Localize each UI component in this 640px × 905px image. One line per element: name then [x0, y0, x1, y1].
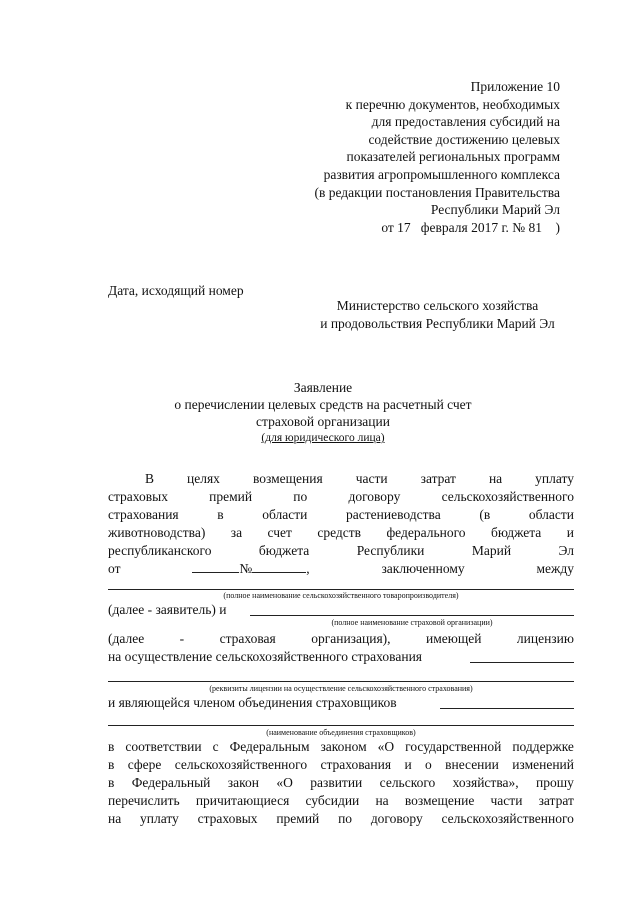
body-line: в Федеральный закон «О развитии сельского хозяйства», прошу [108, 775, 574, 790]
date-number-label: Дата, исходящий номер [108, 283, 244, 298]
contract-line [108, 560, 574, 578]
body-line: перечислить причитающиеся субсидии на возмещение части затрат [108, 793, 574, 808]
from-word: от [108, 561, 121, 576]
license-details-caption: (реквизиты лицензии на осуществление сельскохозяйственного страхования) [209, 684, 473, 693]
appendix-line: развития агропромышленного комплекса [323, 166, 560, 182]
document-title [100, 379, 546, 447]
producer-name-field[interactable] [108, 589, 574, 590]
body-line: в сфере сельскохозяйственного страхования и о внесении изменений [108, 757, 574, 772]
contract-date-field[interactable] [192, 560, 239, 573]
body-line: В целях возмещения части затрат на уплату [145, 471, 574, 486]
license-short-field[interactable] [470, 662, 574, 663]
body-line: страховых премий по договору сельскохозяйственного [108, 489, 574, 504]
union-short-field[interactable] [440, 708, 574, 709]
appendix-line: Приложение 10 [470, 79, 560, 94]
member-text: и являющейся членом объединения страховщиков [108, 695, 397, 710]
contract-date-number: № , [192, 560, 309, 578]
union-name-caption: (наименование объединения страховщиков) [266, 728, 416, 737]
license-text: на осуществление сельскохозяйственного страхования [108, 649, 423, 664]
appendix-line: от 17 февраля 2017 г. № 81 ) [381, 219, 560, 235]
title-subtitle: (для юридического лица) [261, 432, 385, 444]
title-line: страховой организации [256, 414, 390, 429]
body-line: страхования в области растениеводства (в области [108, 507, 574, 522]
appendix-line: для предоставления субсидий на [371, 114, 560, 130]
recipient-block [300, 297, 575, 333]
between-word: между [536, 561, 574, 576]
contract-number-field[interactable] [252, 560, 306, 573]
appendix-line: к перечню документов, необходимых [345, 96, 560, 112]
recipient-line: Министерство сельского хозяйства [336, 298, 539, 313]
body-line: на уплату страховых премий по договору сельскохозяйственного [108, 811, 574, 826]
title-heading: Заявление [293, 380, 353, 395]
body-line: животноводства) за счет средств федерального бюджета и [108, 525, 574, 540]
insurer-name-caption: (полное наименование страховой организации) [331, 618, 493, 627]
appendix-line: содействие достижению целевых [368, 131, 560, 147]
appendix-block [314, 78, 560, 236]
appendix-line: (в редакции постановления Правительства [314, 184, 560, 200]
body-line: республиканского бюджета Республики Марий Эл [108, 543, 574, 558]
appendix-line: Республики Марий Эл [430, 202, 560, 218]
recipient-line: и продовольствия Республики Марий Эл [320, 316, 555, 331]
producer-name-caption: (полное наименование сельскохозяйственного товаропроизводителя) [223, 591, 459, 600]
concluded-word: заключенному [381, 561, 465, 576]
license-details-field[interactable] [108, 681, 574, 682]
appendix-line: показателей региональных программ [346, 149, 560, 165]
body-line: (далее - страховая организация), имеющей лицензию [108, 631, 574, 646]
insurer-name-field[interactable] [250, 615, 574, 616]
body-line: в соответствии с Федеральным законом «О государственной поддержке [108, 739, 574, 754]
title-line: о перечислении целевых средств на расчетный счет [174, 397, 472, 412]
union-name-field[interactable] [108, 725, 574, 726]
applicant-text: (далее - заявитель) и [108, 602, 227, 617]
